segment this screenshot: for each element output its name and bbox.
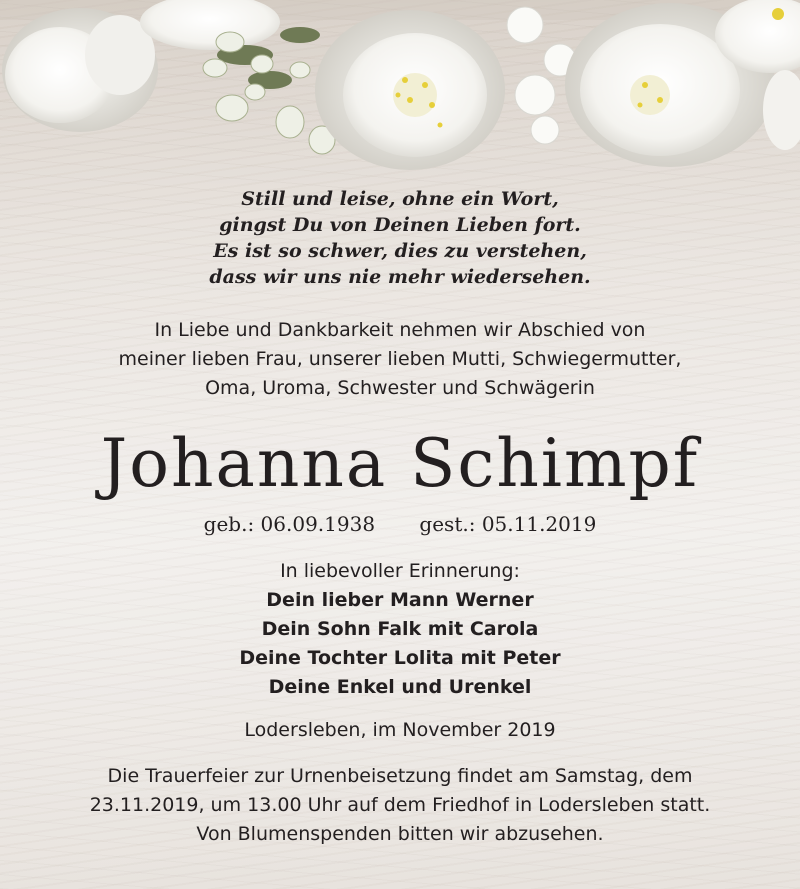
- remembrance-heading: In liebevoller Erinnerung:: [280, 560, 520, 582]
- poem: [0, 186, 800, 290]
- mourners-block: [0, 557, 800, 702]
- funeral-notice: [0, 762, 800, 849]
- notice-line: Von Blumenspenden bitten wir abzusehen.: [196, 823, 604, 845]
- deceased-name: Johanna Schimpf: [100, 425, 700, 502]
- notice-line: Die Trauerfeier zur Urnenbeisetzung findet am Samstag, dem: [107, 765, 693, 787]
- death-date: gest.: 05.11.2019: [419, 512, 597, 536]
- farewell-line: Oma, Uroma, Schwester und Schwägerin: [205, 377, 595, 399]
- place-date: Lodersleben, im November 2019: [244, 719, 556, 741]
- mourner-line: Dein Sohn Falk mit Carola: [261, 618, 539, 640]
- poem-line: dass wir uns nie mehr wiedersehen.: [209, 266, 591, 288]
- farewell-line: meiner lieben Frau, unserer lieben Mutti, Schwiegermutter,: [118, 348, 682, 370]
- poem-line: Still und leise, ohne ein Wort,: [241, 188, 559, 210]
- mourner-line: Deine Tochter Lolita mit Peter: [239, 647, 561, 669]
- farewell-text: [0, 316, 800, 403]
- poem-line: Es ist so schwer, dies zu verstehen,: [213, 240, 587, 262]
- notice-line: 23.11.2019, um 13.00 Uhr auf dem Friedhof in Lodersleben statt.: [89, 794, 711, 816]
- life-dates: [0, 510, 800, 538]
- farewell-line: In Liebe und Dankbarkeit nehmen wir Abschied von: [154, 319, 646, 341]
- mourner-line: Deine Enkel und Urenkel: [268, 676, 532, 698]
- mourner-line: Dein lieber Mann Werner: [266, 589, 534, 611]
- birth-date: geb.: 06.09.1938: [203, 512, 376, 536]
- poem-line: gingst Du von Deinen Lieben fort.: [219, 214, 581, 236]
